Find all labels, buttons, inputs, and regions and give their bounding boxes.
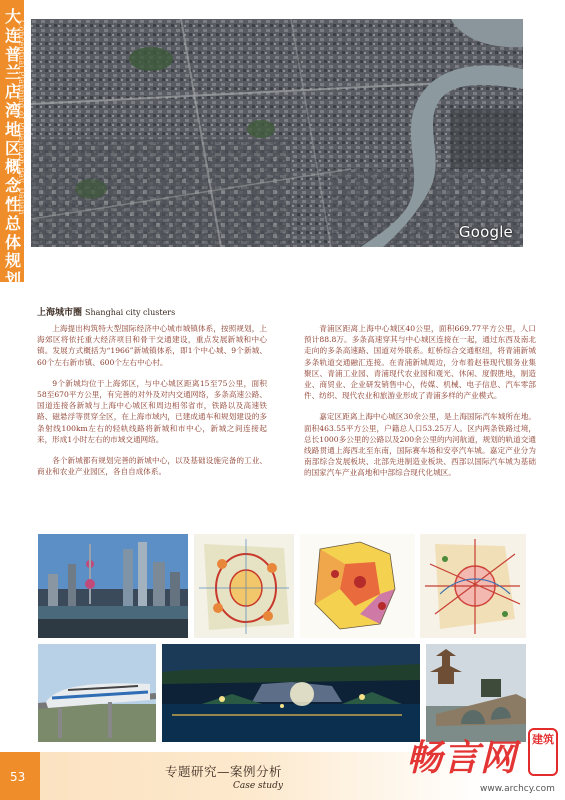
planning-map-ring-roads: [194, 534, 294, 638]
paragraph: 各个新城都有规划完善的新城中心，以及基础设施完备的工业、商业和农业产业园区，各自自成体系。: [37, 456, 267, 477]
night-waterfront-rendering: [162, 644, 420, 742]
paragraph: 上海提出构筑特大型国际经济中心城市城镇体系，按照规划，上海郊区将依托重大经济项目和骨干交通建设，重点发展新城和中心镇。发展方式概括为“1966”新城镇体系，即1个中心城、9个新城、60个左右新市镇、600个左右中心村。: [37, 324, 267, 367]
shanghai-skyline-photo: [38, 534, 188, 638]
paragraph: 青浦区距离上海中心城区40公里，面积669.77平方公里，人口预计88.8万。多条高速穿其与中心城区连接在一起，通过东西及南北走向的多条高速路、国道对外联系。虹桥综合交通枢纽，将青浦新城多条轨道交通融汇连接。在青浦新城周边，分布着赵巷现代服务业集聚区、青浦工业园、青浦现代农业园和观光、休闲、度假胜地，制造业、商贸业、企业研发销售中心，传媒、机械、电子信息、汽车零部件、纺织、现代农业和旅游业形成了青浦多样的产业模式。: [304, 324, 536, 401]
watermark-logo: [398, 718, 564, 798]
watermark-brand: 畅言网: [406, 738, 518, 779]
right-text-column: [304, 323, 536, 489]
maglev-train-photo: [38, 644, 156, 742]
section-heading-zh: 上海城市圈: [37, 308, 83, 318]
district-zoning-map: [300, 534, 415, 638]
section-heading-en: Shanghai city clusters: [85, 308, 176, 317]
footer-subtitle: Case study: [233, 781, 283, 791]
page-number: 53: [10, 770, 26, 784]
watermark-badge: 建筑: [528, 728, 558, 776]
paragraph: 嘉定区距离上海中心城区30余公里，是上海国际汽车城所在地。面积463.55平方公里，户籍总人口53.25万人。区内两条铁路过境，总长1000多公里的公路以及200余公里的内河航道，规划的轨道交通线路贯通上海西北至东南，国际赛车场和安亭汽车城。嘉定产业分为南部综合发展板块、北部先进制造业板块、西部以国际汽车城为基础的国家汽车产业高地和中部综合现代化城区。: [304, 412, 536, 478]
left-text-column: [37, 323, 267, 487]
footer-title: 专题研究—案例分析: [165, 764, 283, 779]
paragraph: 9个新城均位于上海郊区，与中心城区距离15至75公里，面积58至670平方公里，有完善的对外及对内交通网络，多条高速公路、国道连接各新城与上海中心城区和周边相邻省市，铁路以及高速铁路、磁悬浮等贯穿全区，在上海市域内，已建成通车和规划建设的多条射线100km左右的轻轨线路将新城和市中心，新城之间连接起来，形成1小时左右的市域交通网络。: [37, 378, 267, 444]
document-subtitle: Conceptual Planning of Pulandian Bay, Dalian: [17, 20, 26, 215]
watermark-url: www.archcy.com: [480, 784, 555, 794]
section-heading: [37, 305, 175, 318]
google-logo: Google: [458, 223, 513, 241]
document-title: 大连普兰店湾地区概念性总体规划: [5, 7, 22, 290]
satellite-map-image: [31, 19, 523, 247]
transport-network-map: [420, 534, 526, 638]
